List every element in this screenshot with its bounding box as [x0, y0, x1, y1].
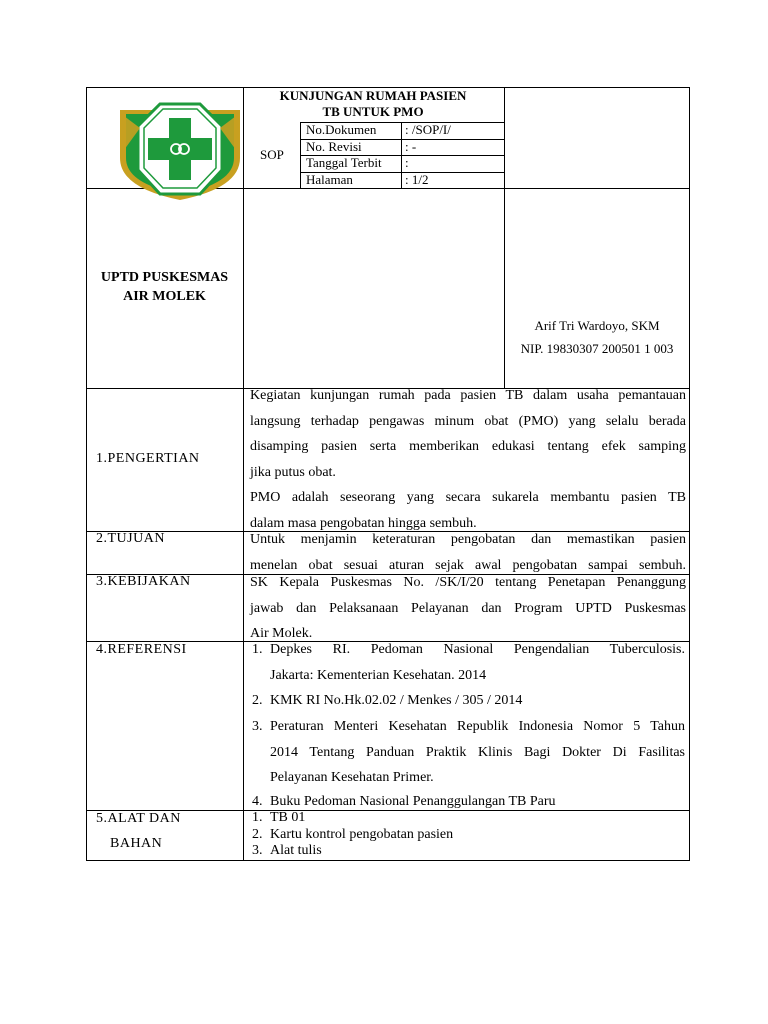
section-label-referensi: 4.REFERENSI: [96, 642, 187, 657]
text-line: Depkes RI. Pedoman Nasional Pengendalian Tuberculosis.: [270, 642, 685, 657]
text-line: menelan obat sesuai aturan sejak awal pengobatan sampai sembuh.: [250, 557, 686, 573]
cross-horizontal: [148, 138, 212, 160]
table-border-left: [86, 87, 87, 861]
doc-title-line1: KUNJUNGAN RUMAH PASIEN: [279, 88, 467, 103]
list-number: 2.: [252, 827, 263, 842]
reference-item: [270, 789, 685, 815]
text-line: jika putus obat.: [250, 464, 336, 480]
list-number: 3.: [252, 843, 263, 858]
tool-item: Alat tulis: [270, 843, 322, 858]
sop-label: SOP: [260, 147, 284, 162]
meta-label-no-revisi: No. Revisi: [306, 139, 362, 154]
text-line: disamping pasien serta memberikan edukasi tentang efek samping: [250, 439, 686, 454]
reference-item: [270, 637, 685, 688]
table-border-right: [689, 87, 690, 861]
text-line: Untuk menjamin keteraturan pengobatan dan memastikan pasien: [250, 532, 686, 547]
text-line: KMK RI No.Hk.02.02 / Menkes / 305 / 2014: [270, 693, 523, 708]
section-label-alat-dan: 5.ALAT DAN: [96, 811, 181, 826]
text-line: langsung terhadap pengawas minum obat (PMO) yang selalu berada: [250, 413, 686, 429]
list-number: 3.: [252, 719, 263, 734]
org-name-line1: UPTD PUSKESMAS: [100, 270, 229, 285]
tool-item: Kartu kontrol pengobatan pasien: [270, 827, 454, 842]
reference-item: [270, 714, 685, 791]
signer-name: Arif Tri Wardoyo, SKM: [534, 318, 660, 333]
text-line: Buku Pedoman Nasional Penanggulangan TB Paru: [270, 794, 556, 809]
section-label-tujuan: 2.TUJUAN: [96, 531, 165, 546]
section-label-bahan: BAHAN: [110, 836, 163, 851]
list-number: 1.: [252, 642, 263, 657]
meta-label-tanggal-terbit: Tanggal Terbit: [306, 155, 382, 170]
text-line: Peraturan Menteri Kesehatan Republik Indonesia Nomor 5 Tahun: [270, 719, 685, 734]
section-label-kebijakan: 3.KEBIJAKAN: [96, 574, 191, 589]
list-number: 4.: [252, 794, 263, 809]
text-line: jawab dan Pelaksanaan Pelayanan dan Program UPTD Puskesmas: [250, 600, 686, 616]
meta-value-tanggal-terbit: :: [405, 155, 409, 170]
meta-label-no-dokumen: No.Dokumen: [306, 122, 377, 137]
meta-value-no-revisi: : -: [405, 139, 417, 154]
doc-title-line2: TB UNTUK PMO: [322, 104, 424, 119]
text-line: PMO adalah seseorang yang secara sukarela membantu pasien TB: [250, 490, 686, 505]
text-line: Kegiatan kunjungan rumah pada pasien TB dalam usaha pemantauan: [250, 388, 686, 403]
puskesmas-logo: [118, 100, 242, 200]
section-label-pengertian: 1.PENGERTIAN: [96, 451, 200, 466]
list-number: 1.: [252, 810, 263, 825]
section-text-pengertian: [250, 383, 686, 536]
signer-nip: NIP. 19830307 200501 1 003: [520, 341, 674, 356]
org-name-line2: AIR MOLEK: [123, 289, 206, 304]
text-line: dalam masa pengobatan hingga sembuh.: [250, 515, 477, 531]
text-line: SK Kepala Puskesmas No. /SK/I/20 tentang Penetapan Penanggung: [250, 575, 686, 590]
table-border-bottom: [86, 860, 690, 861]
reference-item: [270, 688, 685, 714]
meta-label-halaman: Halaman: [306, 172, 353, 187]
tool-item: TB 01: [270, 810, 306, 825]
text-line: Jakarta: Kementerian Kesehatan. 2014: [270, 667, 487, 683]
text-line: Pelayanan Kesehatan Primer.: [270, 770, 434, 785]
text-line: Air Molek.: [250, 626, 313, 641]
meta-value-no-dokumen: : /SOP/I/: [405, 122, 451, 137]
text-line: 2014 Tentang Panduan Praktik Klinis Bagi Dokter Di Fasilitas: [270, 744, 685, 760]
section-text-kebijakan: [250, 570, 686, 647]
list-number: 2.: [252, 693, 263, 708]
col-divider: [243, 87, 244, 861]
meta-value-halaman: : 1/2: [405, 172, 429, 187]
